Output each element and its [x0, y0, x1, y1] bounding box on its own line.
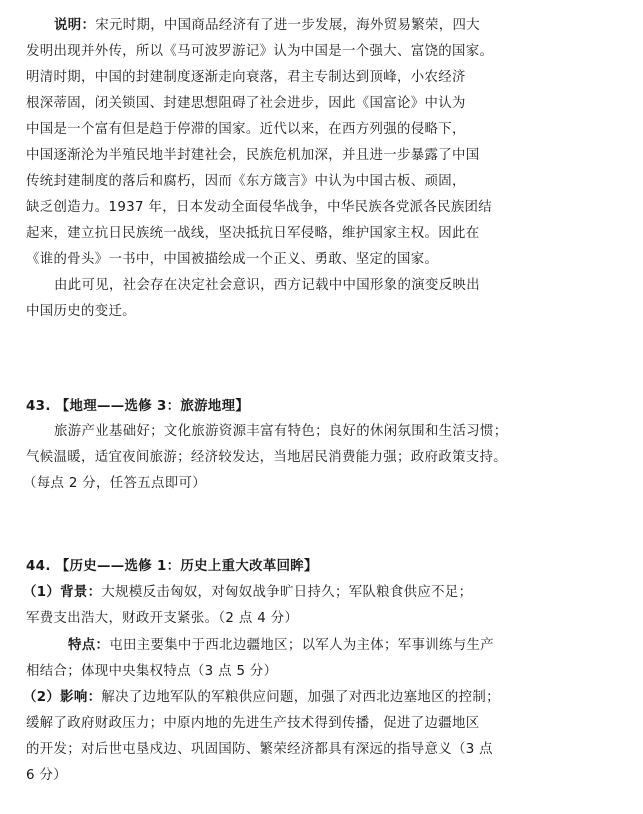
explanation-line-1 [54, 16, 480, 35]
background-line-1 [23, 583, 472, 602]
impact-line-2: 缓解了政府财政压力；中原内地的先进生产技术得到传播，促进了边疆地区 [26, 716, 480, 731]
features-line-1 [68, 636, 494, 655]
explanation-line-10: 《谁的骨头》一书中，中国被描绘成一个正义、勇敢、坚定的国家。 [26, 252, 439, 267]
features-line-2: 相结合；体现中央集权特点（3 点 5 分） [26, 664, 278, 679]
explanation-line-9: 起来，建立抗日民族统一战线，坚决抵抗日军侵略，维护国家主权。因此在 [26, 226, 480, 241]
background-line-2: 军费支出浩大，财政开支紧张。（2 点 4 分） [26, 611, 299, 626]
explanation-line-6: 中国逐渐沦为半殖民地半封建社会，民族危机加深，并且进一步暴露了中国 [26, 148, 480, 163]
background-label: （1）背景： [23, 585, 102, 600]
features-text: 屯田主要集中于西北边疆地区；以军人为主体；军事训练与生产 [109, 638, 494, 653]
impact-line-3: 的开发；对后世屯垦戍边、巩固国防、繁荣经济都具有深远的指导意义（3 点 [26, 742, 493, 757]
explanation-line-8: 缺乏创造力。1937 年，日本发动全面侵华战争，中华民族各党派各民族团结 [26, 200, 493, 215]
section-44-heading: 44. 【历史——选修 1：历史上重大改革回眸】 [26, 559, 318, 574]
explanation-line-4: 根深蒂固，闭关锁国、封建思想阻碍了社会进步，因此《国富论》中认为 [26, 96, 466, 111]
section-43-heading: 43. 【地理——选修 3：旅游地理】 [26, 399, 250, 414]
explanation-text: 宋元时期，中国商品经济有了进一步发展，海外贸易繁荣，四大 [95, 18, 480, 33]
explanation-line-5: 中国是一个富有但是趋于停滞的国家。近代以来，在西方列强的侵略下， [26, 122, 466, 137]
impact-line-1 [23, 688, 500, 707]
conclusion-line-2: 中国历史的变迁。 [26, 304, 136, 319]
explanation-line-7: 传统封建制度的落后和腐朽，因而《东方箴言》中认为中国古板、顽固， [26, 174, 466, 189]
impact-text: 解决了边地军队的军粮供应问题，加强了对西北边塞地区的控制； [101, 690, 500, 705]
explanation-label: 说明： [54, 18, 96, 33]
impact-line-4: 6 分） [26, 768, 67, 783]
features-label: 特点： [68, 638, 110, 653]
impact-label: （2）影响： [23, 690, 102, 705]
section-43-line-3: （每点 2 分，任答五点即可） [23, 476, 206, 491]
section-43-line-2: 气候温暖，适宜夜间旅游；经济较发达，当地居民消费能力强；政府政策支持。 [26, 450, 507, 465]
explanation-line-3: 明清时期，中国的封建制度逐渐走向衰落，君主专制达到顶峰，小农经济 [26, 70, 466, 85]
conclusion-line-1: 由此可见，社会存在决定社会意识，西方记载中中国形象的演变反映出 [54, 278, 480, 293]
explanation-line-2: 发明出现并外传，所以《马可波罗游记》认为中国是一个强大、富饶的国家。 [26, 44, 494, 59]
section-43-line-1: 旅游产业基础好；文化旅游资源丰富有特色；良好的休闲氛围和生活习惯； [54, 424, 508, 439]
background-text: 大规模反击匈奴，对匈奴战争旷日持久；军队粮食供应不足； [101, 585, 473, 600]
